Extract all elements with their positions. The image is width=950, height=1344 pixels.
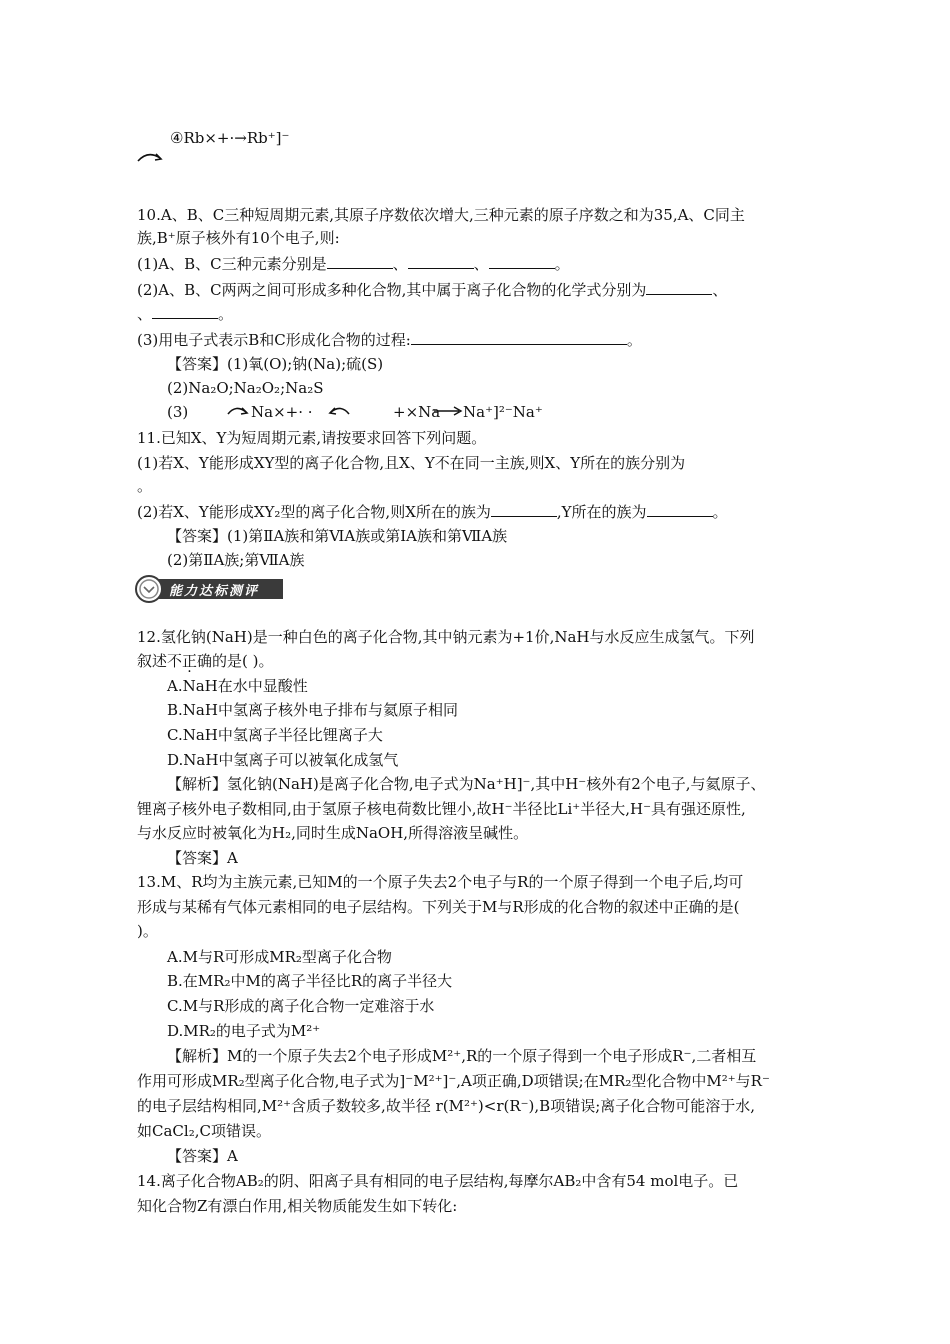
q11-sub-2: (2)若X、Y能形成XY₂型的离子化合物,则X所在的族为 ,Y所在的族为 。	[137, 503, 728, 521]
q13-answer: 【答案】A	[167, 1147, 238, 1165]
q10-answer-1: 【答案】(1)氧(O);钠(Na);硫(S)	[167, 355, 384, 373]
q12-line-2: 叙述不正确的是( )。	[137, 652, 274, 670]
reaction-arrow-icon	[433, 404, 463, 418]
q10-sub-3: (3)用电子式表示B和C形成化合物的过程: 。	[137, 331, 642, 349]
q10-answer-3-left: Na×+· ·	[251, 403, 313, 421]
q13-line-1: 13.M、R均为主族元素,已知M的一个原子失去2个电子与R的一个原子得到一个电子后,均可	[137, 873, 744, 891]
q13-explanation-4: 如CaCl₂,C项错误。	[137, 1122, 271, 1140]
q13-option-d: D.MR₂的电子式为M²⁺	[167, 1022, 321, 1040]
q13-option-b: B.在MR₂中M的离子半径比R的离子半径大	[167, 972, 453, 990]
q10-answer-3: (3)	[167, 403, 189, 421]
q10-answer-3-mid: +×Na	[393, 403, 441, 421]
item-4-equation: ④Rb×+·→Rb⁺]⁻	[170, 129, 290, 147]
q13-option-a: A.M与R可形成MR₂型离子化合物	[167, 948, 392, 966]
section-banner	[135, 575, 285, 603]
q12-option-b: B.NaH中氢离子核外电子排布与氦原子相同	[167, 701, 458, 719]
q10-sub-2-cont: 、 。	[137, 305, 234, 323]
q13-line-3: )。	[137, 922, 158, 940]
q11-answer-2: (2)第ⅡA族;第ⅦA族	[167, 551, 305, 569]
q10-answer-3-right: Na⁺]²⁻Na⁺	[463, 403, 543, 421]
curved-arrow-icon	[327, 402, 351, 418]
q14-line-1: 14.离子化合物AB₂的阴、阳离子具有相同的电子层结构,每摩尔AB₂中含有54 mol电子。已	[137, 1172, 739, 1190]
q13-option-c: C.M与R形成的离子化合物一定难溶于水	[167, 997, 435, 1015]
q12-option-d: D.NaH中氢离子可以被氧化成氢气	[167, 751, 399, 769]
q11-answer-1: 【答案】(1)第ⅡA族和第ⅥA族或第ⅠA族和第ⅦA族	[167, 527, 508, 545]
q12-answer: 【答案】A	[167, 849, 238, 867]
q11-sub-1: (1)若X、Y能形成XY型的离子化合物,且X、Y不在同一主族,则X、Y所在的族分别为	[137, 454, 686, 472]
q12-explanation-1: 【解析】氢化钠(NaH)是离子化合物,电子式为Na⁺H]⁻,其中H⁻核外有2个电子,与氦原子、	[167, 775, 766, 793]
q14-line-2: 知化合物Z有漂白作用,相关物质能发生如下转化:	[137, 1197, 458, 1215]
q11-sub-1-end: 。	[137, 477, 153, 495]
q12-explanation-2: 锂离子核外电子数相同,由于氢原子核电荷数比锂小,故H⁻半径比Li⁺半径大,H⁻具有强还原性,	[137, 800, 746, 818]
q10-sub-2: (2)A、B、C两两之间可形成多种化合物,其中属于离子化合物的化学式分别为 、	[137, 281, 728, 299]
q10-line-1: 10.A、B、C三种短周期元素,其原子序数依次增大,三种元素的原子序数之和为35,A、C同主	[137, 206, 745, 224]
curved-arrow-icon	[226, 402, 250, 418]
q10-sub-1: (1)A、B、C三种元素分别是 、 、 。	[137, 255, 570, 273]
q12-line-1: 12.氢化钠(NaH)是一种白色的离子化合物,其中钠元素为+1价,NaH与水反应生成氢气。下列	[137, 628, 755, 646]
q13-line-2: 形成与某稀有气体元素相同的电子层结构。下列关于M与R形成的化合物的叙述中正确的是(	[137, 898, 740, 916]
q10-line-2: 族,B⁺原子核外有10个电子,则:	[137, 229, 340, 247]
q12-option-c: C.NaH中氢离子半径比锂离子大	[167, 726, 383, 744]
banner-title: 能力达标测评	[169, 584, 260, 599]
q10-answer-2: (2)Na₂O;Na₂O₂;Na₂S	[167, 379, 324, 397]
q13-explanation-2: 作用可形成MR₂型离子化合物,电子式为]⁻M²⁺]⁻,A项正确,D项错误;在MR₂型化合物中M²⁺与R⁻	[137, 1072, 770, 1090]
q11-stem: 11.已知X、Y为短周期元素,请按要求回答下列问题。	[137, 429, 487, 447]
q13-explanation-1: 【解析】M的一个原子失去2个电子形成M²⁺,R的一个原子得到一个电子形成R⁻,二者相互	[167, 1047, 757, 1065]
q13-explanation-3: 的电子层结构相同,M²⁺含质子数较多,故半径 r(M²⁺)<r(R⁻),B项错误;离子化合物可能溶于水,	[137, 1097, 756, 1115]
q12-explanation-3: 与水反应时被氧化为H₂,同时生成NaOH,所得溶液呈碱性。	[137, 824, 529, 842]
curved-arrow-icon	[136, 148, 166, 164]
q12-option-a: A.NaH在水中显酸性	[167, 677, 308, 695]
emphasized-text: 不正确	[167, 652, 213, 670]
